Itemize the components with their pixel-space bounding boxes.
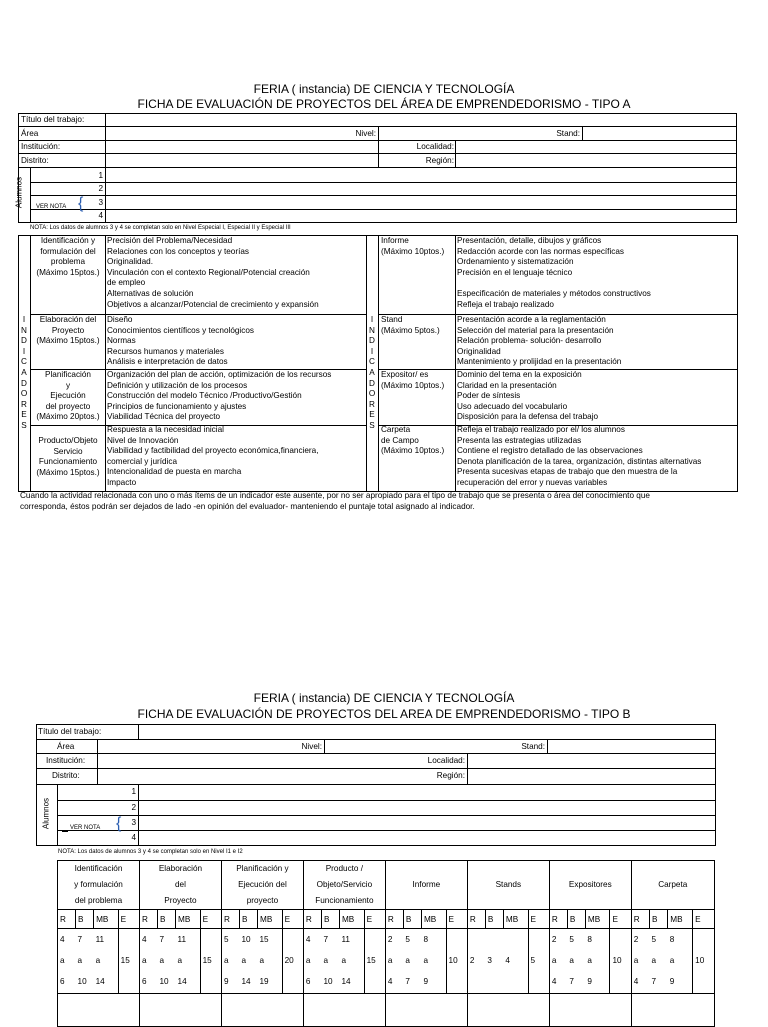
score-range-value xyxy=(367,929,383,950)
score-col-label: B xyxy=(650,910,668,929)
score-col-label: E xyxy=(364,910,385,929)
score-col-label: B xyxy=(76,910,94,929)
score-range-cell xyxy=(446,929,467,994)
items-carpeta: Refleja el trabajo realizado por el/ los alumnos Presenta las estrategias utilizadas Contiene el registro detallado de las observaciones Denota planificación de la tarea, organización, distintas alternativas Presenta sucesivas etapas de trabajo que den muestra de la recuperación del error y nuevas variables xyxy=(457,425,702,487)
score-range-value: 5 xyxy=(530,956,536,965)
score-range-value: a xyxy=(95,956,101,965)
score-range-cell xyxy=(364,929,385,994)
score-col-label: MB xyxy=(258,910,283,929)
score-range-value: 9 xyxy=(223,977,229,986)
tipo-b-score-grid xyxy=(57,860,715,1027)
score-range-value: 9 xyxy=(423,977,428,986)
items-identificacion: Precisión del Problema/Necesidad Relaciones con los conceptos y teorías Originalidad. Vinculación con el contexto Regional/Potencial creación de empleo Alternativas de solución Objetivos a alcanzar/Potencial de crecimiento y expansión xyxy=(107,236,319,309)
score-group-header-line: Carpeta xyxy=(658,880,688,889)
score-range-value: 15 xyxy=(120,956,130,965)
score-col-label: MB xyxy=(339,910,364,929)
score-range-cell xyxy=(650,929,668,994)
score-group-header-line: Producto / xyxy=(325,864,364,873)
indicadores-left-letters: I N D I C A D O R E S xyxy=(20,315,28,430)
score-range-value: 10 xyxy=(159,977,169,986)
score-group-header xyxy=(303,861,385,910)
score-entry-cell[interactable] xyxy=(467,994,549,1027)
institucion-label: Institución: xyxy=(21,142,61,151)
tipo-a-footer: Cuando la actividad relacionada con uno o más ítems de un indicador este ausente, por no ser apropiado para el tipo de trabajo que se presenta o área del conocimiento que corresponda, éstos podrán ser dejados de lado -en opinión del evaluador- manteniendo el puntaje total asignado al indicador. xyxy=(20,491,650,511)
score-range-cell xyxy=(321,929,339,994)
score-range-value: 14 xyxy=(95,977,105,986)
score-col-label: MB xyxy=(503,910,528,929)
score-range-value: 4 xyxy=(141,935,147,944)
score-col-label: MB xyxy=(668,910,693,929)
score-entry-cell[interactable] xyxy=(549,994,631,1027)
score-col-label: R xyxy=(631,910,649,929)
score-range-cell xyxy=(421,929,446,994)
score-group-header xyxy=(385,861,467,910)
score-col-label: E xyxy=(610,910,631,929)
score-range-value: 7 xyxy=(651,977,657,986)
score-range-value: 2 xyxy=(633,935,639,944)
b-brace-icon: { xyxy=(116,815,122,832)
score-col-label: MB xyxy=(94,910,119,929)
score-range-cell xyxy=(118,929,139,994)
score-col-label: B xyxy=(485,910,503,929)
score-range-value: 8 xyxy=(423,935,428,944)
score-range-value: 15 xyxy=(202,956,212,965)
score-range-cell xyxy=(158,929,176,994)
label-planificacion: Planificación y Ejecución del proyecto (Máximo 20ptos.) xyxy=(36,370,100,422)
score-group-header xyxy=(631,861,714,910)
score-group-header-line: Expositores xyxy=(568,880,612,889)
indicadores-right-letters: I N D I C A D O R E S xyxy=(368,315,376,430)
label-carpeta: Carpeta de Campo (Máximo 10ptos.) xyxy=(381,425,445,456)
score-range-cell xyxy=(567,929,585,994)
score-range-cell xyxy=(528,929,549,994)
score-col-label: MB xyxy=(585,910,610,929)
score-range-value: 3 xyxy=(487,956,492,965)
score-group-header-line: Informe xyxy=(412,880,441,889)
score-range-value: 14 xyxy=(241,977,251,986)
tipo-b-nota: NOTA: Los datos de alumnos 3 y 4 se completan solo en Nivel I1 e I2 xyxy=(58,849,243,855)
score-range-cell xyxy=(339,929,364,994)
score-range-value: 11 xyxy=(177,935,187,944)
score-col-label: E xyxy=(528,910,549,929)
score-group-header-line: proyecto xyxy=(246,896,279,905)
score-table xyxy=(57,860,715,1027)
label-elaboracion: Elaboración del Proyecto (Máximo 15ptos.) xyxy=(36,315,100,346)
score-group-header xyxy=(58,861,140,910)
score-range-value: 14 xyxy=(177,977,187,986)
score-col-label: B xyxy=(239,910,257,929)
score-range-value: 8 xyxy=(587,935,592,944)
alumnos-label: Alumnos xyxy=(14,176,24,209)
score-range-value xyxy=(695,971,712,992)
score-range-value: 4 xyxy=(551,977,557,986)
score-range-value xyxy=(203,929,219,950)
score-group-header xyxy=(549,861,631,910)
b-localidad-label: Localidad: xyxy=(427,756,465,765)
score-range-value xyxy=(285,929,301,950)
score-group-header-line: Ejecución del xyxy=(238,880,287,889)
label-informe: Informe (Máximo 10ptos.) xyxy=(381,236,445,256)
b-ver-nota: VER NOTA xyxy=(70,825,101,831)
label-producto: Producto/Objeto Servicio Funcionamiento (Máximo 15ptos.) xyxy=(36,436,100,477)
alumno-num-2: 2 xyxy=(98,184,103,193)
score-col-label: E xyxy=(693,910,715,929)
score-range-value xyxy=(121,971,137,992)
score-group-header-line: Objeto/Servicio xyxy=(316,880,373,889)
score-range-cell xyxy=(303,929,321,994)
localidad-label: Localidad: xyxy=(416,142,454,151)
b-alumnos-label: Alumnos xyxy=(41,797,51,830)
score-col-label: B xyxy=(403,910,421,929)
score-range-value: 10 xyxy=(241,935,251,944)
score-range-value xyxy=(531,971,547,992)
score-range-value: 9 xyxy=(587,977,592,986)
tipo-b-title-2: FICHA DE EVALUACIÓN DE PROYECTOS DEL AREA DE EMPRENDEDORISMO - TIPO B xyxy=(137,707,631,721)
score-range-value: 19 xyxy=(259,977,269,986)
score-col-label: R xyxy=(303,910,321,929)
stand-label: Stand: xyxy=(556,129,580,138)
score-range-cell xyxy=(668,929,693,994)
score-range-cell xyxy=(76,929,94,994)
region-label: Región: xyxy=(425,156,454,165)
score-range-value: 10 xyxy=(448,956,458,965)
score-range-value: 9 xyxy=(669,977,675,986)
score-range-value: a xyxy=(141,956,147,965)
score-range-value xyxy=(612,929,628,950)
score-range-value: 6 xyxy=(141,977,147,986)
score-col-label: R xyxy=(549,910,567,929)
score-col-label: B xyxy=(158,910,176,929)
score-range-value: a xyxy=(177,956,183,965)
tipo-a-nota: NOTA: Los datos de alumnos 3 y 4 se completan solo en Nivel Especial I, Especial II y Especial III xyxy=(30,225,291,231)
score-range-value: a xyxy=(405,956,410,965)
score-range-value: 11 xyxy=(341,935,350,944)
score-range-value: a xyxy=(77,956,83,965)
b-alumno-num-1: 1 xyxy=(131,787,136,796)
score-group-header-line: Stands xyxy=(495,880,522,889)
score-range-value: 11 xyxy=(95,935,105,944)
items-stand: Presentación acorde a la reglamentación Selección del material para la presentación Relación problema- solución- desarrollo Originalidad Mantenimiento y prolijidad en la presentación xyxy=(457,315,622,367)
score-col-label: R xyxy=(385,910,403,929)
score-group-header-line: del problema xyxy=(74,896,123,905)
score-col-label: R xyxy=(58,910,76,929)
score-col-label: B xyxy=(567,910,585,929)
score-range-value xyxy=(695,929,712,950)
score-col-label: R xyxy=(467,910,485,929)
score-range-cell xyxy=(503,929,528,994)
score-entry-row xyxy=(58,994,715,1027)
score-range-value: 10 xyxy=(612,956,622,965)
score-range-value: 6 xyxy=(60,977,65,986)
score-entry-cell[interactable] xyxy=(303,994,385,1027)
score-group-header-line: Proyecto xyxy=(164,896,197,905)
b-alumno-num-4: 4 xyxy=(131,833,136,842)
score-range-value: 7 xyxy=(159,935,165,944)
score-entry-cell[interactable] xyxy=(385,994,467,1027)
score-range-cell xyxy=(693,929,715,994)
score-range-value xyxy=(449,929,465,950)
score-range-value: a xyxy=(159,956,165,965)
b-stand-label: Stand: xyxy=(521,742,545,751)
dash-mark xyxy=(62,831,68,832)
b-institucion-label: Institución: xyxy=(46,756,86,765)
score-range-value: a xyxy=(569,956,574,965)
score-range-value: 6 xyxy=(305,977,311,986)
score-range-value: 5 xyxy=(405,935,410,944)
score-range-cell xyxy=(200,929,221,994)
score-entry-cell[interactable] xyxy=(139,994,221,1027)
score-range-value xyxy=(470,971,484,992)
score-entry-cell[interactable] xyxy=(221,994,303,1027)
score-range-cell xyxy=(58,929,76,994)
score-range-cell xyxy=(221,929,239,994)
brace-icon: { xyxy=(78,195,84,212)
score-range-value: a xyxy=(551,956,557,965)
score-range-value: 4 xyxy=(387,977,393,986)
score-range-cell xyxy=(585,929,610,994)
score-range-value: 8 xyxy=(669,935,675,944)
score-entry-cell[interactable] xyxy=(631,994,714,1027)
nivel-label: Nivel: xyxy=(355,129,376,138)
score-range-value: a xyxy=(669,956,675,965)
score-range-value: a xyxy=(633,956,639,965)
label-stand: Stand (Máximo 5ptos.) xyxy=(381,315,440,335)
score-range-value: a xyxy=(651,956,657,965)
score-range-value xyxy=(487,971,501,992)
label-expositor: Expositor/ es (Máximo 10ptos.) xyxy=(381,370,445,390)
b-nivel-label: Nivel: xyxy=(301,742,322,751)
score-range-value: 14 xyxy=(341,977,351,986)
score-range-cell xyxy=(94,929,119,994)
items-informe: Presentación, detalle, dibujos y gráficos Redacción acorde con las normas específicas Ordenamiento y sistematización Precisión en el lenguaje técnico Especificación de materiales y métodos constructivos Refleja el trabajo realizado xyxy=(457,236,651,309)
alumno-num-1: 1 xyxy=(98,171,103,180)
score-range-value: 4 xyxy=(60,935,65,944)
score-range-cell xyxy=(258,929,283,994)
score-group-header-line: y formulación xyxy=(74,880,123,889)
score-col-label: B xyxy=(321,910,339,929)
score-group-header-line: Planificación y xyxy=(236,864,289,873)
score-range-value: 10 xyxy=(695,956,705,965)
score-range-value xyxy=(449,971,465,992)
score-entry-cell[interactable] xyxy=(58,994,140,1027)
b-titulo-label: Título del trabajo: xyxy=(38,727,102,736)
score-range-cell xyxy=(631,929,649,994)
score-range-value: 5 xyxy=(569,935,574,944)
tipo-a-title-1: FERIA ( instancia) DE CIENCIA Y TECNOLOGÍA xyxy=(253,82,515,96)
score-range-cell xyxy=(385,929,403,994)
score-range-value: 7 xyxy=(405,977,410,986)
score-range-value: a xyxy=(223,956,229,965)
score-col-label: E xyxy=(200,910,221,929)
score-group-header xyxy=(139,861,221,910)
score-col-row xyxy=(58,910,715,929)
score-range-value: 4 xyxy=(633,977,639,986)
score-group-header-line: Identificación xyxy=(74,864,123,873)
alumno-num-4: 4 xyxy=(98,211,103,220)
score-range-value: 2 xyxy=(387,935,393,944)
label-identificacion: Identificación y formulación del problema (Máximo 15ptos.) xyxy=(36,236,100,277)
score-col-label: E xyxy=(446,910,467,929)
titulo-label: Título del trabajo: xyxy=(21,115,85,124)
score-range-value xyxy=(367,971,383,992)
score-range-cell xyxy=(467,929,485,994)
score-range-value: 7 xyxy=(323,935,328,944)
score-range-value: 2 xyxy=(551,935,557,944)
score-range-cell xyxy=(282,929,303,994)
score-range-value: 7 xyxy=(77,935,83,944)
score-range-value xyxy=(505,929,525,950)
b-alumno-num-2: 2 xyxy=(131,803,136,812)
items-expositor: Dominio del tema en la exposición Claridad en la presentación Poder de síntesis Uso adecuado del vocabulario Disposición para la defensa del trabajo xyxy=(457,370,599,422)
score-range-value: a xyxy=(323,956,328,965)
score-range-cell xyxy=(485,929,503,994)
score-range-value: a xyxy=(60,956,65,965)
score-col-label: MB xyxy=(176,910,201,929)
score-range-value: 10 xyxy=(323,977,333,986)
items-elaboracion: Diseño Conocimientos científicos y tecnológicos Normas Recursos humanos y materiales Análisis e interpretación de datos xyxy=(107,315,254,367)
score-range-value: a xyxy=(259,956,265,965)
score-range-cell xyxy=(139,929,157,994)
b-area-label: Área xyxy=(57,742,75,751)
score-range-value xyxy=(612,971,628,992)
score-range-value: 20 xyxy=(284,956,294,965)
score-range-value: 5 xyxy=(651,935,657,944)
score-range-cell xyxy=(610,929,631,994)
tipo-b-title-1: FERIA ( instancia) DE CIENCIA Y TECNOLOGÍA xyxy=(253,691,515,705)
score-range-value xyxy=(505,971,525,992)
score-range-value: a xyxy=(241,956,247,965)
score-header-row xyxy=(58,861,715,910)
b-distrito-label: Distrito: xyxy=(52,771,80,780)
tipo-a-title-2: FICHA DE EVALUACIÓN DE PROYECTOS DEL ÁREA DE EMPRENDEDORISMO - TIPO A xyxy=(137,97,631,111)
score-range-value xyxy=(121,929,137,950)
b-region-label: Región: xyxy=(436,771,465,780)
score-range-cell xyxy=(239,929,257,994)
score-range-value xyxy=(487,929,501,950)
score-range-cell xyxy=(549,929,567,994)
score-group-header-line: del xyxy=(174,880,186,889)
items-planificacion: Organización del plan de acción, optimización de los recursos Definición y utilización de los procesos Construcción del modelo Técnico /Productivo/Gestión Principios de funcionamiento y ajustes Viabilidad Técnica del proyecto xyxy=(107,370,332,422)
score-range-value xyxy=(470,929,484,950)
score-range-value: 2 xyxy=(469,956,475,965)
score-range-value: 15 xyxy=(366,956,376,965)
score-col-label: E xyxy=(282,910,303,929)
score-range-value: 4 xyxy=(505,956,510,965)
score-col-label: E xyxy=(118,910,139,929)
score-range-value xyxy=(203,971,219,992)
score-group-header xyxy=(221,861,303,910)
score-range-cell xyxy=(176,929,201,994)
score-range-value: 4 xyxy=(305,935,311,944)
score-range-value xyxy=(531,929,547,950)
score-group-header-line: Funcionamiento xyxy=(315,896,374,905)
score-range-value: 5 xyxy=(223,935,229,944)
score-range-value: 15 xyxy=(259,935,269,944)
alumno-num-3: 3 xyxy=(98,198,103,207)
score-range-cell xyxy=(403,929,421,994)
score-range-value: a xyxy=(587,956,592,965)
distrito-label: Distrito: xyxy=(21,156,49,165)
score-range-value: a xyxy=(387,956,393,965)
score-group-header xyxy=(467,861,549,910)
score-range-row xyxy=(58,929,715,994)
ver-nota: VER NOTA xyxy=(36,204,67,210)
score-range-value: a xyxy=(423,956,428,965)
score-range-value: a xyxy=(305,956,311,965)
score-range-value xyxy=(285,971,301,992)
score-range-value: a xyxy=(341,956,347,965)
score-col-label: R xyxy=(221,910,239,929)
items-producto: Respuesta a la necesidad inicial Nivel de Innovación Viabilidad y factibilidad del proyecto económica,financiera, comercial y jurídica Intencionalidad de puesta en marcha Impacto xyxy=(107,425,319,487)
score-group-header-line: Elaboración xyxy=(158,864,203,873)
score-range-value: 10 xyxy=(77,977,87,986)
score-col-label: MB xyxy=(421,910,446,929)
b-alumno-num-3: 3 xyxy=(131,818,136,827)
score-col-label: R xyxy=(139,910,157,929)
score-range-value: 7 xyxy=(569,977,574,986)
area-label: Área xyxy=(21,129,39,138)
